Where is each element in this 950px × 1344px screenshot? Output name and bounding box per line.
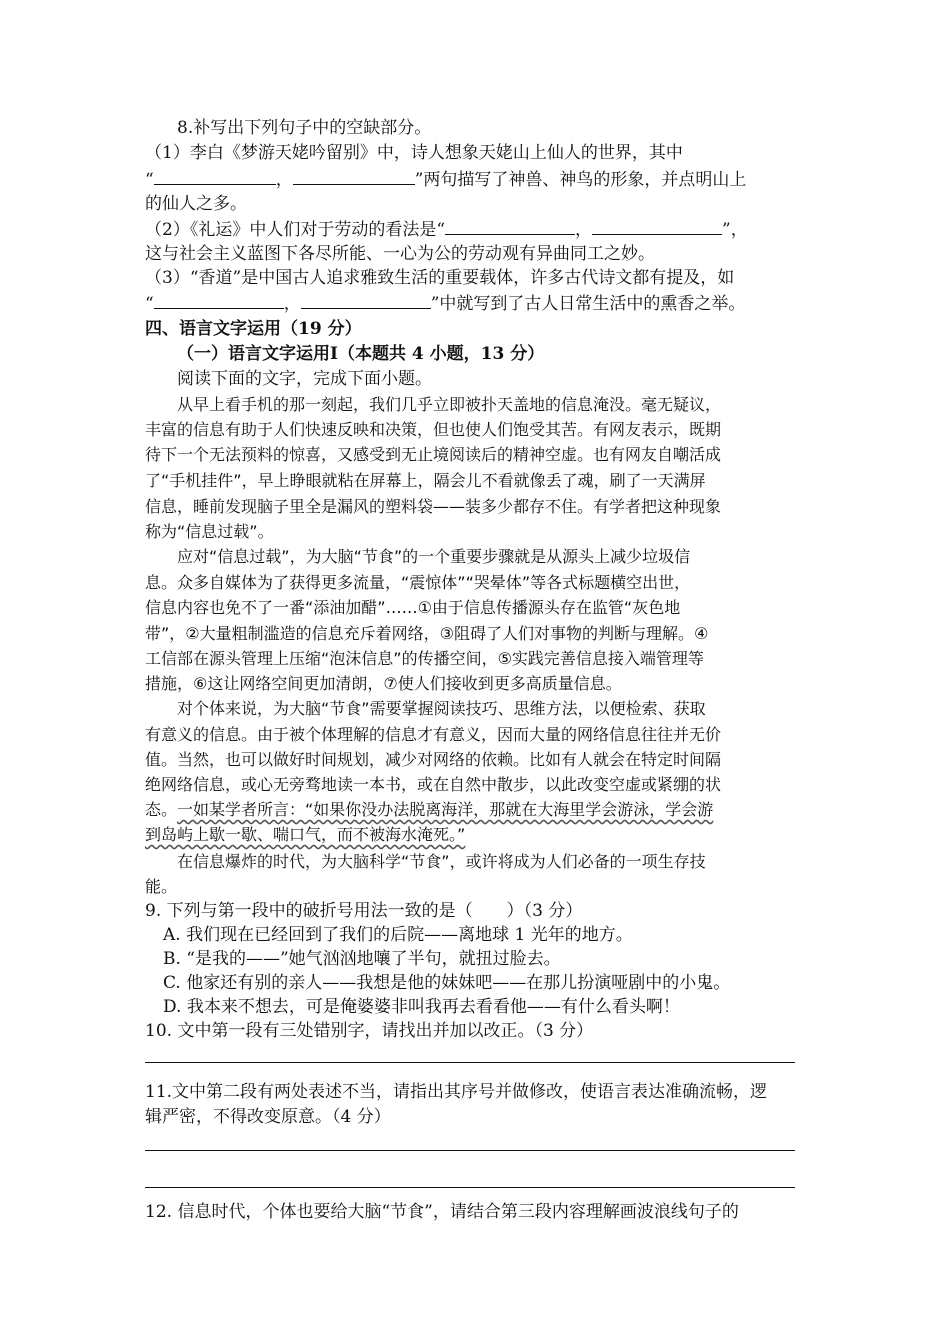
passage-line: 丰富的信息有助于人们快速反映和决策，但也使人们饱受其苦。有网友表示，既期 xyxy=(145,420,722,439)
q11-stem-line1: 11.文中第二段有两处表述不当，请指出其序号并做修改，使语言表达准确流畅，逻 xyxy=(145,1082,768,1102)
q8-blank-1[interactable] xyxy=(154,168,276,185)
passage-line: 了“手机挂件”，早上睁眼就粘在屏幕上，隔会儿不看就像丢了魂，刷了一天满屏 xyxy=(145,471,706,490)
passage-line: 在信息爆炸的时代，为大脑科学“节食”，或许将成为人们必备的一项生存技 xyxy=(177,852,706,871)
q8-item3-line1: （3）“香道”是中国古人追求雅致生活的重要载体，许多古代诗文都有提及，如 xyxy=(145,268,735,288)
wavy-underlined-sentence: 一如某学者所言：“如果你没办法脱离海洋，那就在大海里学会游泳，学会游 xyxy=(177,800,714,819)
q8-item2-line1: （2）《礼运》中人们对于劳动的看法是“ ， ”， xyxy=(145,220,748,240)
passage-line: 息。众多自媒体为了获得更多流量，“震惊体”“哭晕体”等各式标题横空出世， xyxy=(145,573,691,592)
q12-stem: 12. 信息时代，个体也要给大脑“节食”，请结合第三段内容理解画波浪线句子的 xyxy=(145,1202,739,1222)
q8-blank-2[interactable] xyxy=(293,168,415,185)
passage-line: 工信部在源头管理上压缩“泡沫信息”的传播空间，⑤实践完善信息接入端管理等 xyxy=(145,649,704,668)
q8-item1-line2: “ ， ”两句描写了神兽、神鸟的形象，并点明山上 xyxy=(145,170,747,190)
q9-option-b[interactable]: B. “是我的——”她气汹汹地嚷了半句，就扭过脸去。 xyxy=(163,949,561,969)
q9-option-c[interactable]: C. 他家还有别的亲人——我想是他的妹妹吧——在那儿扮演哑剧中的小鬼。 xyxy=(163,973,731,993)
passage-line: 称为“信息过载”。 xyxy=(145,522,274,541)
passage-line: 信息，睡前发现脑子里全是漏风的塑料袋——装多少都存不住。有学者把这种现象 xyxy=(145,497,722,516)
q9-option-a[interactable]: A. 我们现在已经回到了我们的后院——离地球 1 光年的地方。 xyxy=(163,925,633,945)
passage-line: 应对“信息过载”，为大脑“节食”的一个重要步骤就是从源头上减少垃圾信 xyxy=(177,547,691,566)
passage-line: 绝网络信息，或心无旁骛地读一本书，或在自然中散步，以此改变空虚或紧绷的状 xyxy=(145,775,722,794)
q8-item1-line1: （1）李白《梦游天姥吟留别》中，诗人想象天姥山上仙人的世界，其中 xyxy=(145,143,683,163)
passage-line: 信息内容也免不了一番“添油加醋”……①由于信息传播源头存在监管“灰色地 xyxy=(145,598,681,617)
passage-line xyxy=(145,824,815,846)
q8-item3-line2: “ ， ”中就写到了古人日常生活中的熏香之举。 xyxy=(145,294,746,314)
q8-blank-6[interactable] xyxy=(301,292,431,309)
answer-line[interactable] xyxy=(145,1062,795,1063)
passage-line: 能。 xyxy=(145,877,178,896)
passage-line: 有意义的信息。由于被个体理解的信息才有意义，因而大量的网络信息往往并无价 xyxy=(145,725,722,744)
q8-blank-4[interactable] xyxy=(592,218,722,235)
answer-line[interactable] xyxy=(145,1187,795,1188)
q8-item1-line3: 的仙人之多。 xyxy=(145,194,247,214)
passage-line: 态。一如某学者所言：“如果你没办法脱离海洋，那就在大海里学会游泳，学会游 xyxy=(145,800,714,819)
q8-title: 8.补写出下列句子中的空缺部分。 xyxy=(177,118,432,138)
passage-line: 待下一个无法预料的惊喜，又感受到无止境阅读后的精神空虚。也有网友自嘲活成 xyxy=(145,445,722,464)
answer-line[interactable] xyxy=(145,1150,795,1151)
section-heading: 四、语言文字运用（19 分） xyxy=(145,319,362,339)
section-subheading: （一）语言文字运用Ⅰ（本题共 4 小题，13 分） xyxy=(177,344,545,364)
reading-instruction: 阅读下面的文字，完成下面小题。 xyxy=(177,369,432,389)
q8-blank-5[interactable] xyxy=(154,292,284,309)
passage-line: 带”，②大量粗制滥造的信息充斥着网络，③阻碍了人们对事物的判断与理解。④ xyxy=(145,624,709,643)
passage-line: 对个体来说，为大脑“节食”需要掌握阅读技巧、思维方法，以便检索、获取 xyxy=(177,699,706,718)
q11-stem-line2: 辑严密，不得改变原意。（4 分） xyxy=(145,1107,391,1127)
passage-line: 值。当然，也可以做好时间规划，减少对网络的依赖。比如有人就会在特定时间隔 xyxy=(145,750,722,769)
q10-stem: 10. 文中第一段有三处错别字，请找出并加以改正。（3 分） xyxy=(145,1021,594,1041)
passage-line: 措施，⑥这让网络空间更加清朗，⑦使人们接收到更多高质量信息。 xyxy=(145,674,622,693)
q9-option-d[interactable]: D. 我本来不想去，可是俺婆婆非叫我再去看看他——有什么看头啊！ xyxy=(163,997,680,1017)
q8-blank-3[interactable] xyxy=(445,218,575,235)
q9-stem: 9. 下列与第一段中的破折号用法一致的是（ ）（3 分） xyxy=(145,901,583,921)
passage-line: 从早上看手机的那一刻起，我们几乎立即被扑天盖地的信息淹没。毫无疑议， xyxy=(177,395,722,414)
q8-item2-line2: 这与社会主义蓝图下各尽所能、一心为公的劳动观有异曲同工之妙。 xyxy=(145,244,655,264)
wavy-underlined-sentence: 到岛屿上歇一歇、喘口气，而不被海水淹死。” xyxy=(145,825,466,844)
